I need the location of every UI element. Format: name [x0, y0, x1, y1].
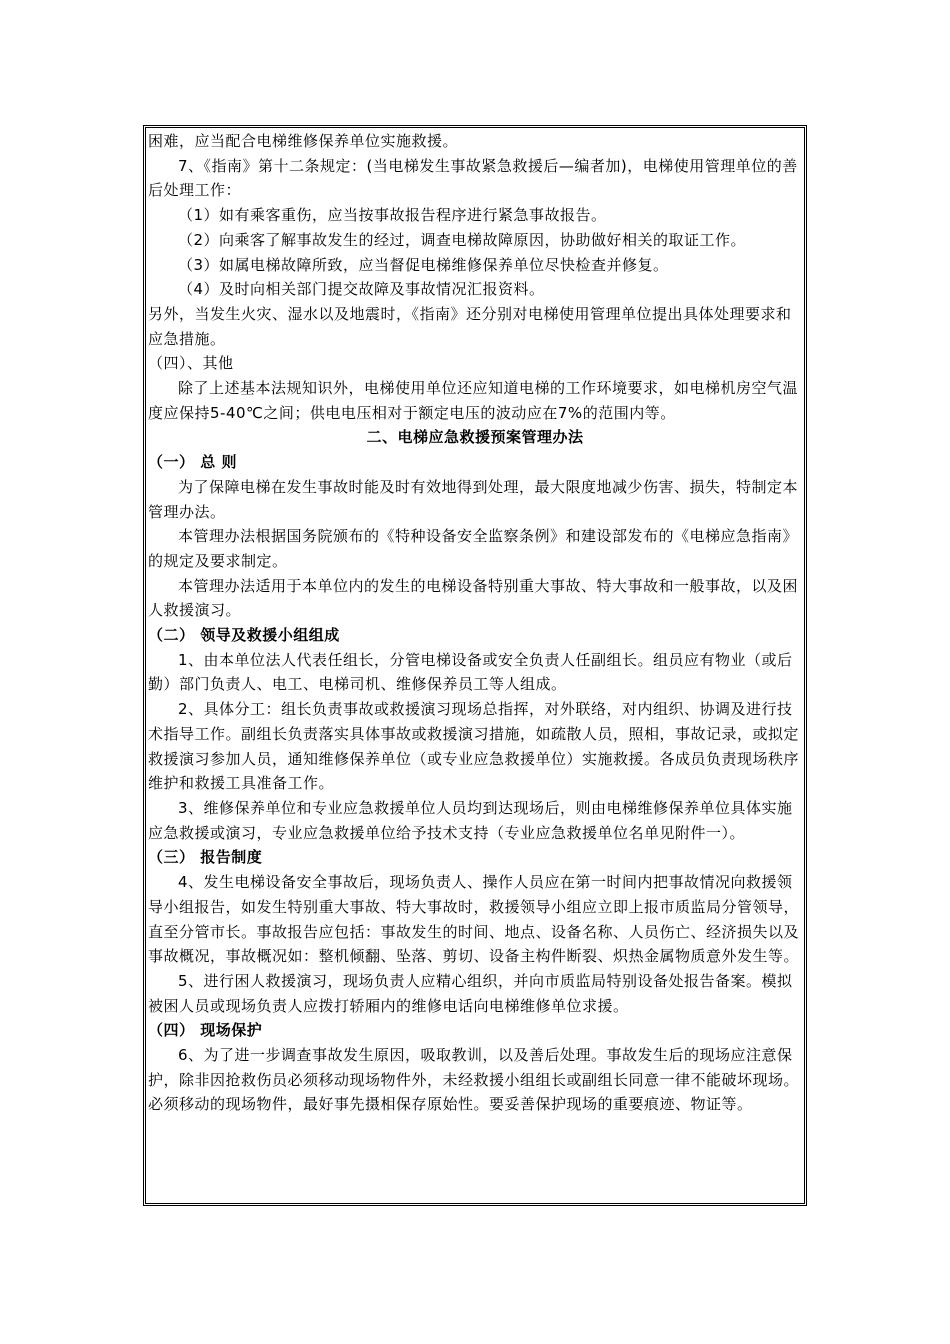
list-item: （3）如属电梯故障所致，应当督促电梯维修保养单位尽快检查并修复。 [178, 255, 669, 274]
paragraph: 3、维修保养单位和专业应急救援单位人员均到达现场后，则由电梯维修保养单位具体实施应急救援或演习，专业应急救援单位给予技术支持（专业应急救援单位名单见附件一）。 [148, 798, 793, 842]
paragraph: 除了上述基本法规知识外，电梯使用单位还应知道电梯的工作环境要求，如电梯机房空气温度应保持5-40℃之间；供电电压相对于额定电压的波动应在7%的范围内等。 [148, 379, 799, 422]
paragraph: 另外，当发生火灾、湿水以及地震时，《指南》还分别对电梯使用管理单位提出具体处理要求和应急措施。 [148, 304, 792, 348]
paragraph: 1、由本单位法人代表任组长，分管电梯设备或安全负责人任副组长。组员应有物业（或后勤）部门负责人、电工、电梯司机、维修保养员工等人组成。 [148, 650, 793, 694]
paragraph: 6、为了进一步调查事故发生原因，吸取教训，以及善后处理。事故发生后的现场应注意保护，除非因抢救伤员必须移动现场物件外，未经救援小组组长或副组长同意一律不能破坏现场。必须移动的现场物件，最好事先摄相保存原始性。要妥善保护现场的重要痕迹、物证等。 [148, 1046, 800, 1114]
paragraph: 为了保障电梯在发生事故时能及时有效地得到处理，最大限度地减少伤害、损失，特制定本管理办法。 [148, 477, 799, 521]
paragraph: 7、《指南》第十二条规定：(当电梯发生事故紧急救援后—编者加)，电梯使用管理单位的善后处理工作： [148, 156, 798, 200]
section-heading: （一） 总 则 [148, 453, 237, 472]
paragraph: 本管理办法根据国务院颁布的《特种设备安全监察条例》和建设部发布的《电梯应急指南》的规定及要求制定。 [148, 527, 799, 570]
paragraph: 困难，应当配合电梯维修保养单位实施救援。 [148, 132, 459, 150]
document-body [148, 129, 802, 1117]
section-title: 二、电梯应急救援预案管理办法 [366, 428, 584, 447]
paragraph: 2、具体分工：组长负责事故或救援演习现场总指挥，对外联络，对内组织、协调及进行技术指导工作。副组长负责落实具体事故或救援演习措施，如疏散人员，照相，事故记录，或拟定救援演习参加人员，通知维修保养单位（或专业应急救援单位）实施救援。各成员负责现场秩序维护和救援工具准备工作。 [148, 700, 800, 793]
section-heading: （二） 领导及救援小组组成 [148, 626, 340, 645]
list-item: （4）及时向相关部门提交故障及事故情况汇报资料。 [178, 280, 545, 299]
section-heading: （三） 报告制度 [148, 848, 263, 867]
list-item: （1）如有乘客重伤，应当按事故报告程序进行紧急事故报告。 [178, 206, 607, 225]
section-heading: （四） 现场保护 [148, 1021, 263, 1040]
subsection-heading: （四）、其他 [148, 354, 234, 373]
paragraph: 本管理办法适用于本单位内的发生的电梯设备特别重大事故、特大事故和一般事故，以及困人救援演习。 [148, 576, 799, 620]
paragraph: 5、进行困人救援演习，现场负责人应精心组织，并向市质监局特别设备处报告备案。模拟被困人员或现场负责人应拨打轿厢内的维修电话向电梯维修单位求援。 [148, 971, 793, 1015]
list-item: （2）向乘客了解事故发生的经过，调查电梯故障原因，协助做好相关的取证工作。 [178, 230, 747, 249]
paragraph: 4、发生电梯设备安全事故后，现场负责人、操作人员应在第一时间内把事故情况向救援领导小组报告，如发生特别重大事故、特大事故时，救援领导小组应立即上报市质监局分管领导，直至分管市长。事故报告应包括：事故发生的时间、地点、设备名称、人员伤亡、经济损失以及事故概况，事故概况如：整机倾翻、坠落、剪切、设备主构件断裂、炽热金属物质意外发生等。 [148, 873, 800, 966]
